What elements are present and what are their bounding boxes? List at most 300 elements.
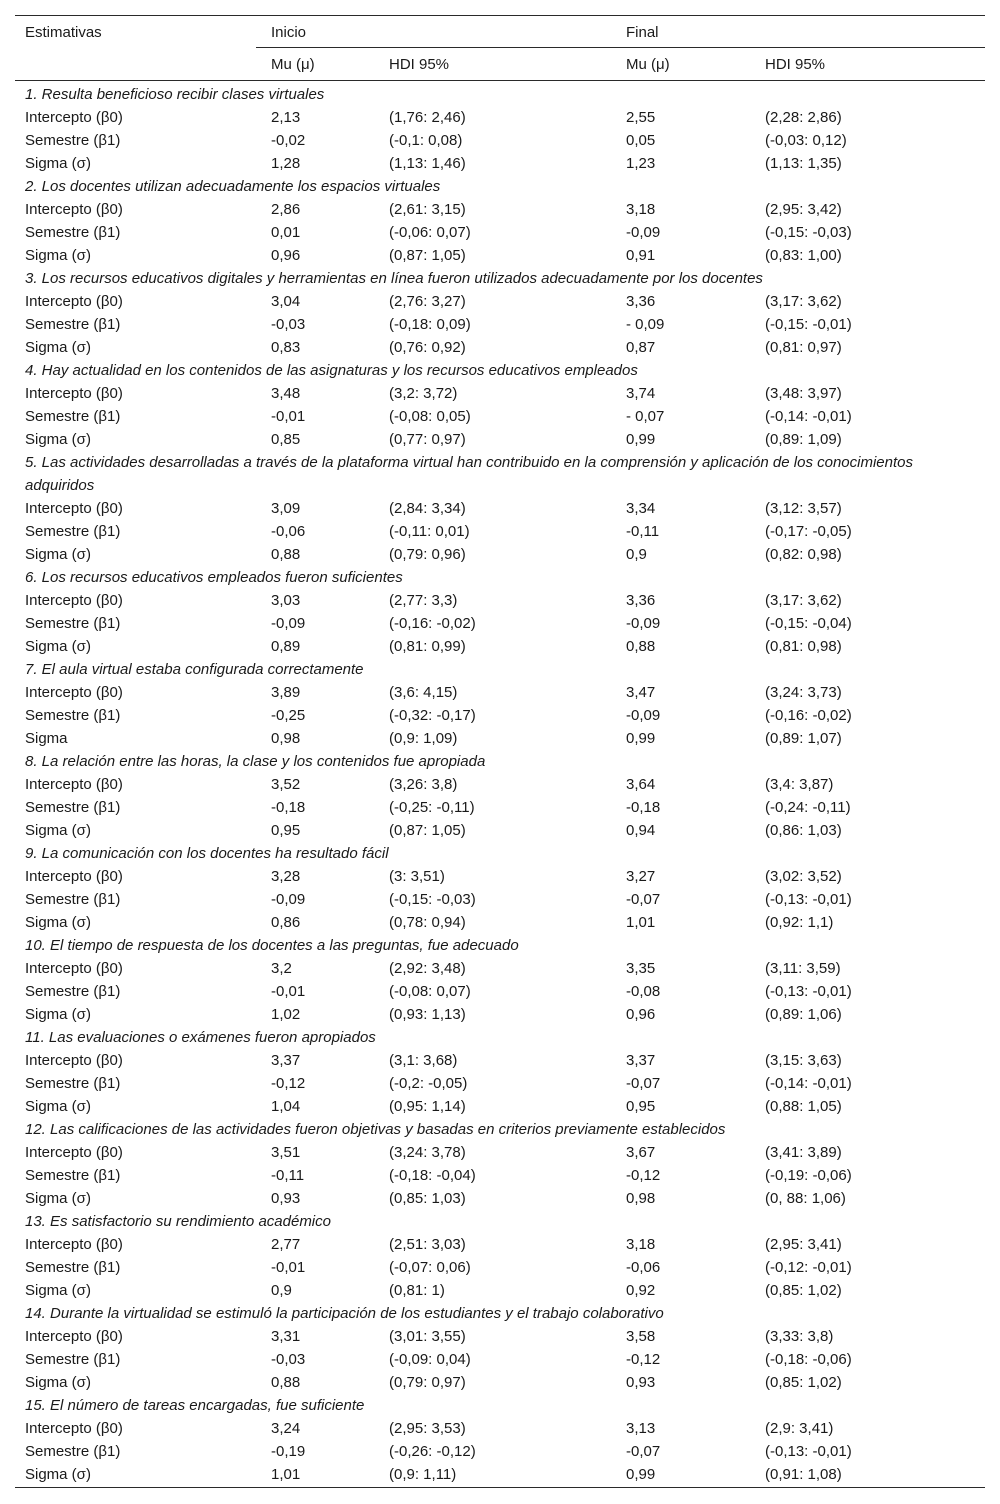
question-title: 11. Las evaluaciones o exámenes fueron apropiados — [25, 1029, 376, 1046]
table-row — [15, 1141, 985, 1164]
final-mu: 3,67 — [626, 1144, 656, 1161]
table-row — [15, 704, 985, 727]
final-mu: -0,09 — [626, 707, 661, 724]
final-hdi: (-0,15: -0,04) — [765, 615, 852, 632]
param-label: Intercepto (β0) — [25, 1052, 123, 1069]
table-row — [15, 1325, 985, 1348]
final-mu: 3,13 — [626, 1420, 656, 1437]
param-label: Intercepto (β0) — [25, 684, 123, 701]
inicio-hdi: (-0,07: 0,06) — [389, 1259, 471, 1276]
table-row — [15, 1095, 985, 1118]
table-row — [15, 129, 985, 152]
final-mu: 3,74 — [626, 385, 656, 402]
final-hdi: (0,91: 1,08) — [765, 1466, 842, 1483]
question-title: 9. La comunicación con los docentes ha resultado fácil — [25, 845, 389, 862]
inicio-mu: 3,24 — [271, 1420, 301, 1437]
table-row — [15, 727, 985, 750]
table-row — [15, 1187, 985, 1210]
param-label: Semestre (β1) — [25, 224, 121, 241]
table-row — [15, 1256, 985, 1279]
final-hdi: (0,83: 1,00) — [765, 247, 842, 264]
inicio-mu: 3,09 — [271, 500, 301, 517]
param-label: Sigma (σ) — [25, 1006, 91, 1023]
table-row — [15, 336, 985, 359]
final-mu: -0,06 — [626, 1259, 661, 1276]
question-row — [15, 359, 985, 382]
inicio-hdi: (0,95: 1,14) — [389, 1098, 466, 1115]
final-hdi: (3,17: 3,62) — [765, 592, 842, 609]
inicio-mu: 0,88 — [271, 546, 301, 563]
table-row — [15, 1348, 985, 1371]
final-hdi: (-0,14: -0,01) — [765, 408, 852, 425]
inicio-hdi: (2,95: 3,53) — [389, 1420, 466, 1437]
question-title: 12. Las calificaciones de las actividades fueron objetivas y basadas en criterios previamente establecidos — [25, 1121, 726, 1138]
inicio-mu: 3,28 — [271, 868, 301, 885]
inicio-hdi: (3,01: 3,55) — [389, 1328, 466, 1345]
final-mu: 3,35 — [626, 960, 656, 977]
final-mu: 1,01 — [626, 914, 656, 931]
final-mu: 0,99 — [626, 730, 656, 747]
final-hdi: (3,12: 3,57) — [765, 500, 842, 517]
inicio-mu: 3,31 — [271, 1328, 301, 1345]
inicio-mu: 0,95 — [271, 822, 301, 839]
final-hdi: (2,95: 3,41) — [765, 1236, 842, 1253]
final-hdi: (2,95: 3,42) — [765, 201, 842, 218]
inicio-hdi: (0,78: 0,94) — [389, 914, 466, 931]
question-title: 2. Los docentes utilizan adecuadamente los espacios virtuales — [25, 178, 441, 195]
table-row — [15, 152, 985, 175]
final-hdi: (3,24: 3,73) — [765, 684, 842, 701]
inicio-hdi: (0,87: 1,05) — [389, 247, 466, 264]
inicio-hdi: (-0,26: -0,12) — [389, 1443, 476, 1460]
inicio-hdi: (-0,18: 0,09) — [389, 316, 471, 333]
inicio-mu: -0,18 — [271, 799, 306, 816]
header-final-mu: Mu (μ) — [626, 56, 670, 73]
question-title: 4. Hay actualidad en los contenidos de las asignaturas y los recursos educativos empleados — [25, 362, 638, 379]
header-row-groups — [15, 15, 985, 48]
header-inicio: Inicio — [271, 24, 307, 41]
header-inicio-hdi: HDI 95% — [389, 56, 450, 73]
final-mu: - 0,07 — [626, 408, 665, 425]
param-label: Sigma (σ) — [25, 1282, 91, 1299]
param-label: Sigma (σ) — [25, 247, 91, 264]
inicio-hdi: (-0,18: -0,04) — [389, 1167, 476, 1184]
question-title: 6. Los recursos educativos empleados fueron suficientes — [25, 569, 403, 586]
param-label: Semestre (β1) — [25, 316, 121, 333]
final-mu: -0,12 — [626, 1351, 661, 1368]
table-row — [15, 221, 985, 244]
param-label: Sigma (σ) — [25, 1190, 91, 1207]
table-row — [15, 980, 985, 1003]
final-mu: -0,07 — [626, 1443, 661, 1460]
final-hdi: (0,81: 0,97) — [765, 339, 842, 356]
question-row — [15, 175, 985, 198]
final-mu: -0,12 — [626, 1167, 661, 1184]
inicio-mu: 0,86 — [271, 914, 301, 931]
table-row — [15, 244, 985, 267]
inicio-hdi: (1,13: 1,46) — [389, 155, 466, 172]
inicio-mu: -0,09 — [271, 891, 306, 908]
final-mu: 3,47 — [626, 684, 656, 701]
param-label: Intercepto (β0) — [25, 385, 123, 402]
inicio-mu: 0,89 — [271, 638, 301, 655]
final-hdi: (0,86: 1,03) — [765, 822, 842, 839]
param-label: Intercepto (β0) — [25, 776, 123, 793]
inicio-hdi: (0,81: 0,99) — [389, 638, 466, 655]
inicio-mu: 0,01 — [271, 224, 301, 241]
param-label: Semestre (β1) — [25, 615, 121, 632]
param-label: Semestre (β1) — [25, 132, 121, 149]
question-row — [15, 658, 985, 681]
inicio-hdi: (-0,1: 0,08) — [389, 132, 463, 149]
question-row — [15, 842, 985, 865]
table-row — [15, 313, 985, 336]
inicio-hdi: (3: 3,51) — [389, 868, 445, 885]
param-label: Sigma (σ) — [25, 1374, 91, 1391]
inicio-hdi: (2,92: 3,48) — [389, 960, 466, 977]
final-hdi: (3,33: 3,8) — [765, 1328, 834, 1345]
final-mu: 0,88 — [626, 638, 656, 655]
table-row — [15, 106, 985, 129]
table-row — [15, 497, 985, 520]
question-row — [15, 1394, 985, 1417]
param-label: Semestre (β1) — [25, 1075, 121, 1092]
inicio-mu: 2,77 — [271, 1236, 301, 1253]
inicio-mu: 0,93 — [271, 1190, 301, 1207]
table-row — [15, 382, 985, 405]
table-row — [15, 865, 985, 888]
header-estimativas: Estimativas — [25, 24, 102, 41]
final-hdi: (0,89: 1,06) — [765, 1006, 842, 1023]
param-label: Sigma — [25, 730, 68, 747]
inicio-mu: 3,03 — [271, 592, 301, 609]
param-label: Semestre (β1) — [25, 1167, 121, 1184]
final-hdi: (0,89: 1,07) — [765, 730, 842, 747]
inicio-mu: -0,02 — [271, 132, 306, 149]
inicio-mu: 1,04 — [271, 1098, 301, 1115]
final-hdi: (0,92: 1,1) — [765, 914, 834, 931]
question-title: 5. Las actividades desarrolladas a través de la plataforma virtual han contribuido en la comprensión y aplicación de los conocimientos adquiridos — [25, 454, 913, 494]
inicio-mu: 3,04 — [271, 293, 301, 310]
final-hdi: (3,17: 3,62) — [765, 293, 842, 310]
inicio-mu: 0,9 — [271, 1282, 292, 1299]
final-mu: -0,11 — [626, 523, 660, 540]
inicio-hdi: (0,87: 1,05) — [389, 822, 466, 839]
inicio-mu: -0,03 — [271, 1351, 306, 1368]
inicio-hdi: (0,93: 1,13) — [389, 1006, 466, 1023]
table-row — [15, 1463, 985, 1486]
question-row — [15, 1302, 985, 1325]
table-row — [15, 1371, 985, 1394]
final-hdi: (-0,24: -0,11) — [765, 799, 851, 816]
final-hdi: (-0,14: -0,01) — [765, 1075, 852, 1092]
param-label: Intercepto (β0) — [25, 500, 123, 517]
question-row — [15, 267, 985, 290]
final-mu: 2,55 — [626, 109, 656, 126]
final-mu: 3,18 — [626, 1236, 656, 1253]
inicio-hdi: (3,24: 3,78) — [389, 1144, 466, 1161]
param-label: Semestre (β1) — [25, 1443, 121, 1460]
final-hdi: (3,11: 3,59) — [765, 960, 841, 977]
inicio-mu: -0,19 — [271, 1443, 306, 1460]
final-mu: 3,58 — [626, 1328, 656, 1345]
param-label: Semestre (β1) — [25, 799, 121, 816]
inicio-hdi: (1,76: 2,46) — [389, 109, 466, 126]
question-title: 3. Los recursos educativos digitales y herramientas en línea fueron utilizados adecuadamente por los docentes — [25, 270, 763, 287]
final-hdi: (-0,13: -0,01) — [765, 891, 852, 908]
param-label: Sigma (σ) — [25, 1466, 91, 1483]
inicio-hdi: (-0,25: -0,11) — [389, 799, 475, 816]
final-mu: - 0,09 — [626, 316, 665, 333]
final-hdi: (0,85: 1,02) — [765, 1374, 842, 1391]
inicio-hdi: (3,26: 3,8) — [389, 776, 458, 793]
table-row — [15, 1233, 985, 1256]
final-hdi: (1,13: 1,35) — [765, 155, 842, 172]
inicio-mu: 0,96 — [271, 247, 301, 264]
param-label: Intercepto (β0) — [25, 201, 123, 218]
param-label: Sigma (σ) — [25, 638, 91, 655]
final-hdi: (0,82: 0,98) — [765, 546, 842, 563]
table-row — [15, 888, 985, 911]
inicio-mu: -0,01 — [271, 983, 306, 1000]
inicio-mu: -0,01 — [271, 1259, 306, 1276]
final-mu: 0,05 — [626, 132, 656, 149]
table-row — [15, 796, 985, 819]
final-hdi: (2,28: 2,86) — [765, 109, 842, 126]
question-row — [15, 1118, 985, 1141]
param-label: Intercepto (β0) — [25, 293, 123, 310]
final-hdi: (-0,18: -0,06) — [765, 1351, 852, 1368]
final-mu: 0,93 — [626, 1374, 656, 1391]
header-inicio-mu: Mu (μ) — [271, 56, 315, 73]
table-row — [15, 405, 985, 428]
inicio-mu: 2,13 — [271, 109, 301, 126]
final-mu: 0,95 — [626, 1098, 656, 1115]
final-hdi: (3,02: 3,52) — [765, 868, 842, 885]
table-row — [15, 911, 985, 934]
inicio-hdi: (-0,15: -0,03) — [389, 891, 476, 908]
inicio-hdi: (-0,16: -0,02) — [389, 615, 476, 632]
final-hdi: (-0,15: -0,01) — [765, 316, 852, 333]
param-label: Semestre (β1) — [25, 523, 121, 540]
table-row — [15, 1164, 985, 1187]
inicio-mu: -0,25 — [271, 707, 306, 724]
table-row — [15, 290, 985, 313]
final-hdi: (-0,17: -0,05) — [765, 523, 852, 540]
question-row — [15, 566, 985, 589]
final-hdi: (3,4: 3,87) — [765, 776, 834, 793]
final-mu: -0,18 — [626, 799, 661, 816]
inicio-mu: 1,28 — [271, 155, 301, 172]
inicio-hdi: (-0,06: 0,07) — [389, 224, 471, 241]
inicio-mu: 3,37 — [271, 1052, 301, 1069]
question-row — [15, 451, 985, 497]
inicio-hdi: (0,9: 1,11) — [389, 1466, 457, 1483]
param-label: Semestre (β1) — [25, 983, 121, 1000]
final-hdi: (0,88: 1,05) — [765, 1098, 842, 1115]
inicio-hdi: (0,79: 0,96) — [389, 546, 466, 563]
question-title: 10. El tiempo de respuesta de los docentes a las preguntas, fue adecuado — [25, 937, 519, 954]
table-row — [15, 1417, 985, 1440]
final-mu: 0,87 — [626, 339, 656, 356]
inicio-mu: -0,01 — [271, 408, 306, 425]
inicio-hdi: (3,1: 3,68) — [389, 1052, 458, 1069]
table-row — [15, 198, 985, 221]
inicio-hdi: (2,61: 3,15) — [389, 201, 466, 218]
inicio-mu: 1,01 — [271, 1466, 301, 1483]
inicio-mu: -0,11 — [271, 1167, 305, 1184]
table-bottom-rule — [15, 1487, 985, 1488]
param-label: Intercepto (β0) — [25, 868, 123, 885]
inicio-hdi: (0,9: 1,09) — [389, 730, 458, 747]
final-hdi: (0,85: 1,02) — [765, 1282, 842, 1299]
inicio-hdi: (0,81: 1) — [389, 1282, 445, 1299]
param-label: Intercepto (β0) — [25, 592, 123, 609]
inicio-mu: -0,09 — [271, 615, 306, 632]
final-hdi: (2,9: 3,41) — [765, 1420, 834, 1437]
final-hdi: (0,89: 1,09) — [765, 431, 842, 448]
final-hdi: (3,15: 3,63) — [765, 1052, 842, 1069]
question-row — [15, 1210, 985, 1233]
header-final-hdi: HDI 95% — [765, 56, 826, 73]
final-hdi: (3,41: 3,89) — [765, 1144, 842, 1161]
final-hdi: (0, 88: 1,06) — [765, 1190, 846, 1207]
inicio-mu: 3,2 — [271, 960, 292, 977]
inicio-mu: 3,52 — [271, 776, 301, 793]
param-label: Intercepto (β0) — [25, 1236, 123, 1253]
inicio-mu: 1,02 — [271, 1006, 301, 1023]
inicio-hdi: (-0,09: 0,04) — [389, 1351, 471, 1368]
question-row — [15, 83, 985, 106]
param-label: Semestre (β1) — [25, 707, 121, 724]
table-row — [15, 635, 985, 658]
table-body — [15, 81, 985, 1486]
inicio-hdi: (2,84: 3,34) — [389, 500, 466, 517]
final-mu: 0,96 — [626, 1006, 656, 1023]
final-mu: 0,99 — [626, 431, 656, 448]
question-title: 7. El aula virtual estaba configurada correctamente — [25, 661, 364, 678]
table-row — [15, 543, 985, 566]
param-label: Semestre (β1) — [25, 891, 121, 908]
param-label: Intercepto (β0) — [25, 1420, 123, 1437]
inicio-hdi: (-0,11: 0,01) — [389, 523, 470, 540]
final-mu: 3,27 — [626, 868, 656, 885]
final-hdi: (3,48: 3,97) — [765, 385, 842, 402]
inicio-hdi: (-0,2: -0,05) — [389, 1075, 468, 1092]
final-mu: 0,91 — [626, 247, 656, 264]
param-label: Sigma (σ) — [25, 339, 91, 356]
final-mu: 3,34 — [626, 500, 656, 517]
inicio-mu: -0,12 — [271, 1075, 306, 1092]
question-row — [15, 934, 985, 957]
question-row — [15, 1026, 985, 1049]
param-label: Semestre (β1) — [25, 1259, 121, 1276]
inicio-mu: -0,06 — [271, 523, 306, 540]
table-row — [15, 520, 985, 543]
param-label: Sigma (σ) — [25, 1098, 91, 1115]
inicio-hdi: (3,2: 3,72) — [389, 385, 458, 402]
header-final: Final — [626, 24, 659, 41]
inicio-mu: 0,83 — [271, 339, 301, 356]
final-hdi: (-0,15: -0,03) — [765, 224, 852, 241]
inicio-mu: 3,48 — [271, 385, 301, 402]
inicio-hdi: (2,77: 3,3) — [389, 592, 458, 609]
final-hdi: (-0,19: -0,06) — [765, 1167, 852, 1184]
inicio-hdi: (0,79: 0,97) — [389, 1374, 466, 1391]
table-row — [15, 589, 985, 612]
inicio-hdi: (-0,08: 0,07) — [389, 983, 471, 1000]
inicio-mu: 3,51 — [271, 1144, 301, 1161]
final-mu: -0,09 — [626, 224, 661, 241]
question-title: 8. La relación entre las horas, la clase y los contenidos fue apropiada — [25, 753, 486, 770]
final-mu: 0,98 — [626, 1190, 656, 1207]
final-hdi: (0,81: 0,98) — [765, 638, 842, 655]
table-row — [15, 1440, 985, 1463]
param-label: Semestre (β1) — [25, 1351, 121, 1368]
final-hdi: (-0,13: -0,01) — [765, 1443, 852, 1460]
table-row — [15, 1049, 985, 1072]
param-label: Intercepto (β0) — [25, 109, 123, 126]
param-label: Semestre (β1) — [25, 408, 121, 425]
final-mu: 1,23 — [626, 155, 656, 172]
final-mu: -0,07 — [626, 891, 661, 908]
final-mu: 3,36 — [626, 592, 656, 609]
table-row — [15, 681, 985, 704]
final-mu: -0,07 — [626, 1075, 661, 1092]
final-mu: -0,09 — [626, 615, 661, 632]
inicio-mu: -0,03 — [271, 316, 306, 333]
param-label: Sigma (σ) — [25, 822, 91, 839]
final-mu: 0,92 — [626, 1282, 656, 1299]
table-row — [15, 428, 985, 451]
table-row — [15, 773, 985, 796]
final-mu: -0,08 — [626, 983, 661, 1000]
inicio-mu: 0,88 — [271, 1374, 301, 1391]
inicio-mu: 0,98 — [271, 730, 301, 747]
final-mu: 0,94 — [626, 822, 656, 839]
final-hdi: (-0,16: -0,02) — [765, 707, 852, 724]
question-row — [15, 750, 985, 773]
table-row — [15, 1003, 985, 1026]
inicio-hdi: (-0,32: -0,17) — [389, 707, 476, 724]
inicio-mu: 2,86 — [271, 201, 301, 218]
table-row — [15, 819, 985, 842]
question-title: 13. Es satisfactorio su rendimiento académico — [25, 1213, 331, 1230]
estimates-table — [15, 15, 985, 1486]
final-mu: 3,18 — [626, 201, 656, 218]
param-label: Intercepto (β0) — [25, 960, 123, 977]
final-hdi: (-0,13: -0,01) — [765, 983, 852, 1000]
final-mu: 0,9 — [626, 546, 647, 563]
inicio-hdi: (3,6: 4,15) — [389, 684, 458, 701]
table-row — [15, 1072, 985, 1095]
question-title: 15. El número de tareas encargadas, fue suficiente — [25, 1397, 365, 1414]
inicio-mu: 3,89 — [271, 684, 301, 701]
question-title: 14. Durante la virtualidad se estimuló la participación de los estudiantes y el trabajo colaborativo — [25, 1305, 664, 1322]
final-mu: 0,99 — [626, 1466, 656, 1483]
inicio-hdi: (-0,08: 0,05) — [389, 408, 471, 425]
final-hdi: (-0,12: -0,01) — [765, 1259, 852, 1276]
question-title: 1. Resulta beneficioso recibir clases virtuales — [25, 86, 325, 103]
final-mu: 3,37 — [626, 1052, 656, 1069]
inicio-hdi: (0,77: 0,97) — [389, 431, 466, 448]
param-label: Sigma (σ) — [25, 155, 91, 172]
table-row — [15, 957, 985, 980]
inicio-hdi: (2,76: 3,27) — [389, 293, 466, 310]
param-label: Intercepto (β0) — [25, 1144, 123, 1161]
param-label: Sigma (σ) — [25, 546, 91, 563]
inicio-hdi: (2,51: 3,03) — [389, 1236, 466, 1253]
